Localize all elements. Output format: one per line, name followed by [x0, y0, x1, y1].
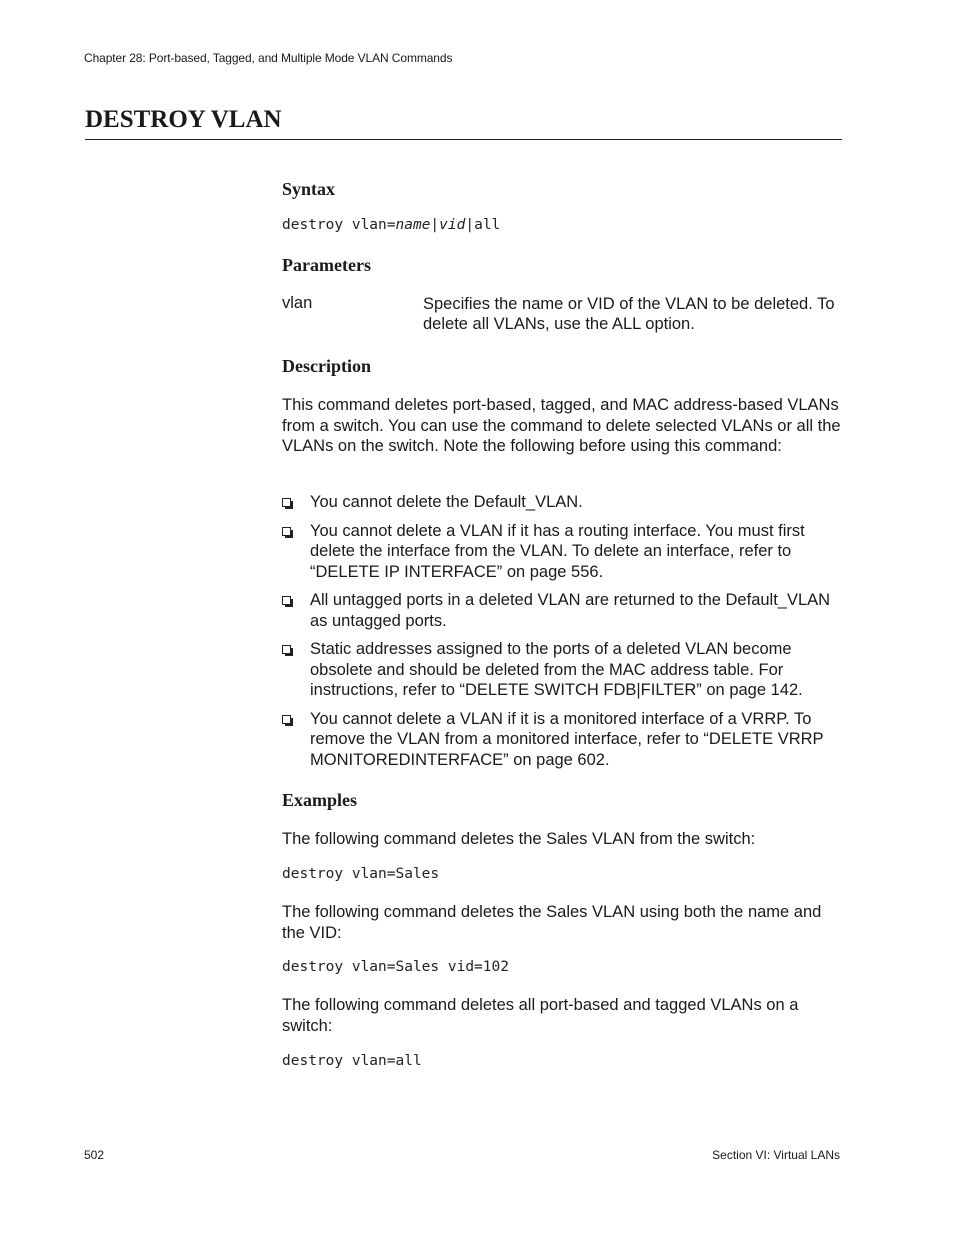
syntax-code	[282, 217, 500, 233]
note-list	[282, 492, 852, 770]
page-number: 502	[84, 1148, 105, 1162]
list-item	[282, 590, 852, 631]
checkbox-bullet-icon	[282, 645, 291, 654]
list-item	[282, 639, 852, 701]
list-item-text: You cannot delete the Default_VLAN.	[310, 493, 583, 511]
parameter-description: Specifies the name or VID of the VLAN to be deleted. To delete all VLANs, use the ALL option.	[423, 295, 835, 333]
description-paragraph: This command deletes port-based, tagged, and MAC address-based VLANs from a switch. You can use the command to delete selected VLANs or all the VLANs on the switch. Note the following before using this command:	[282, 396, 841, 455]
parameter-name: vlan	[282, 294, 313, 312]
list-item	[282, 521, 852, 583]
checkbox-bullet-icon	[282, 715, 291, 724]
example-text: The following command deletes all port-based and tagged VLANs on a switch:	[282, 996, 799, 1035]
example-code: destroy vlan=Sales	[282, 866, 440, 882]
checkbox-bullet-icon	[282, 527, 291, 536]
list-item-text: You cannot delete a VLAN if it has a routing interface. You must first delete the interface from the VLAN. To delete an interface, refer to “DELETE IP INTERFACE” on page 556.	[310, 521, 805, 581]
checkbox-bullet-icon	[282, 596, 291, 605]
syntax-separator: |	[465, 217, 475, 233]
description-heading: Description	[282, 356, 371, 376]
examples-heading: Examples	[282, 790, 358, 810]
example-text: The following command deletes the Sales VLAN from the switch:	[282, 830, 756, 848]
list-item-text: Static addresses assigned to the ports of a deleted VLAN become obsolete and should be deleted from the MAC address table. For instructions, refer to “DELETE SWITCH FDB|FILTER” on page 142.	[310, 640, 803, 699]
example-code: destroy vlan=all	[282, 1053, 422, 1069]
syntax-command: destroy vlan=	[282, 217, 396, 233]
list-item-text: You cannot delete a VLAN if it is a monitored interface of a VRRP. To remove the VLAN from a monitored interface, refer to “DELETE VRRP MONITOREDINTERFACE” on page 602.	[310, 709, 824, 769]
list-item	[282, 709, 852, 771]
example-code: destroy vlan=Sales vid=102	[282, 959, 509, 975]
syntax-heading: Syntax	[282, 179, 336, 199]
syntax-arg-name: name	[395, 217, 431, 233]
syntax-separator: |	[430, 217, 440, 233]
example-text: The following command deletes the Sales VLAN using both the name and the VID:	[282, 903, 822, 942]
footer-section: Section VI: Virtual LANs	[712, 1148, 840, 1162]
list-item	[282, 492, 852, 513]
page-title: DESTROY VLAN	[85, 106, 282, 133]
syntax-arg-vid: vid	[439, 217, 466, 233]
running-head: Chapter 28: Port-based, Tagged, and Multiple Mode VLAN Commands	[84, 51, 453, 65]
title-rule	[85, 139, 842, 140]
parameters-heading: Parameters	[282, 255, 371, 275]
checkbox-bullet-icon	[282, 498, 291, 507]
syntax-arg-all: all	[474, 217, 501, 233]
list-item-text: All untagged ports in a deleted VLAN are returned to the Default_VLAN as untagged ports.	[310, 591, 831, 630]
